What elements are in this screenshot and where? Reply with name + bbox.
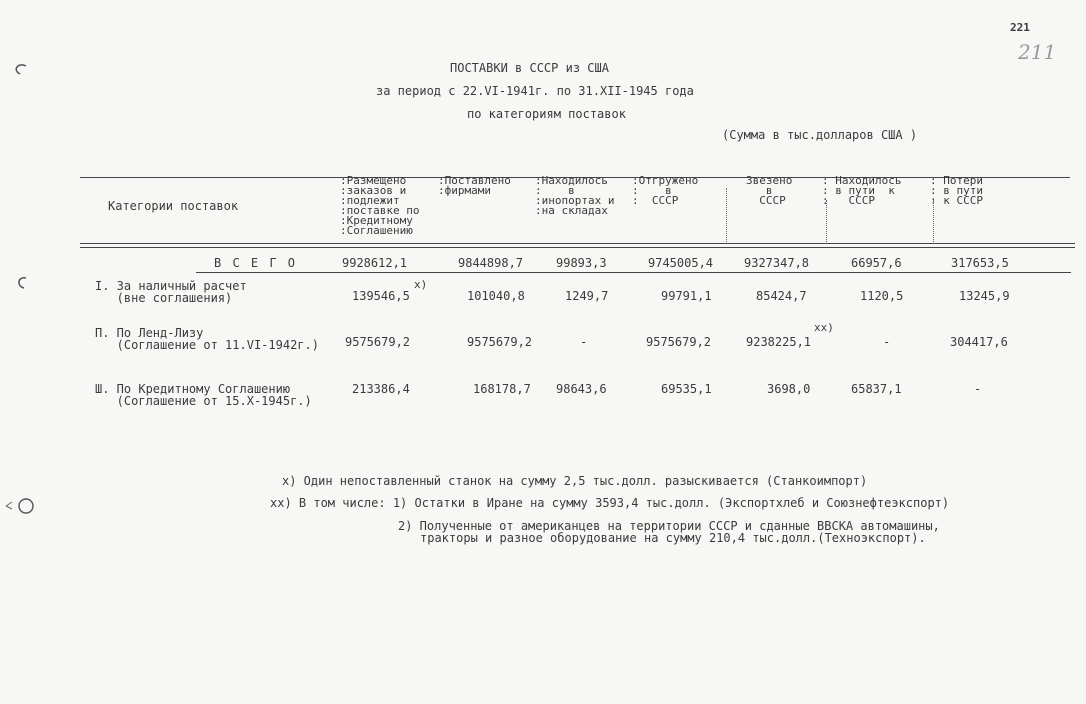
row-value-shipped: 9575679,2 [646, 335, 712, 349]
page-number: 221 [1010, 21, 1030, 34]
row-value-delivered: 168178,7 [473, 382, 531, 396]
total-value-in-transit: 66957,6 [851, 256, 902, 270]
row-value-imported: 9238225,1 [746, 335, 812, 349]
total-label: В С Е Г О [214, 256, 298, 270]
row-value-in-ports: 1249,7 [565, 289, 609, 303]
row-value-shipped: 99791,1 [661, 289, 712, 303]
row-value-shipped: 69535,1 [661, 382, 712, 396]
document-title: ПОСТАВКИ в СССР из США [450, 61, 609, 75]
row-value-ordered: 139546,5 [352, 289, 410, 303]
document-period: за период с 22.VI-1941г. по 31.ХII-1945 года [376, 84, 694, 98]
row-value-losses: 304417,6 [950, 335, 1008, 349]
column-separator [933, 200, 934, 242]
footnote-xx-1: xx) В том числе: 1) Остатки в Иране на сумму 3593,4 тыс.долл. (Экспортхлеб и Союзнефтеэкспорт) [270, 496, 950, 510]
row-value-ordered: 213386,4 [352, 382, 410, 396]
row-value-delivered: 9575679,2 [467, 335, 533, 349]
column-header-imported: Звезено в СССР [746, 174, 793, 207]
row-value-ordered: 9575679,2 [345, 335, 411, 349]
row-value-in-transit: 65837,1 [851, 382, 902, 396]
row-value-delivered: 101040,8 [467, 289, 525, 303]
total-row-underline [196, 272, 1071, 273]
total-value-imported: 9327347,8 [744, 256, 810, 270]
row-value-in-transit: 1120,5 [860, 289, 904, 303]
footnote-marker: xx) [814, 321, 834, 334]
total-value-losses: 317653,5 [951, 256, 1009, 270]
column-header-shipped: :Отгружено : в : СССР [632, 174, 699, 207]
row-value-in-transit: - [883, 335, 891, 349]
hole-punch-mark-top [8, 60, 32, 80]
row-value-imported: 85424,7 [756, 289, 807, 303]
row-value-in-ports: 98643,6 [556, 382, 607, 396]
units-note: (Сумма в тыс.долларов США ) [722, 128, 918, 142]
row-value-imported: 3698,0 [767, 382, 811, 396]
row-value-losses: 13245,9 [959, 289, 1010, 303]
row-label: I. За наличный расчет (вне соглашения) [95, 279, 247, 305]
footnote-xx-3: тракторы и разное оборудование на сумму 210,4 тыс.долл.(Техноэкспорт). [420, 531, 926, 545]
handwritten-page-number: 211 [1018, 40, 1057, 64]
column-header-in-transit: : Находилось : в пути к : СССР [822, 174, 902, 207]
row-label: П. По Ленд-Лизу (Соглашение от 11.VI-1942г.) [95, 326, 319, 352]
footnote-xx-2: 2) Полученные от американцев на территории СССР и сданные ВВСКА автомашины, [398, 519, 940, 533]
hole-punch-mark-bottom [4, 494, 38, 518]
footnote-marker: x) [414, 278, 428, 291]
column-header-in-foreign-ports: :Находилось : в :инопортах и :на складах [535, 174, 615, 217]
total-value-delivered: 9844898,7 [458, 256, 524, 270]
column-separator [826, 200, 827, 242]
total-value-in-ports: 99893,3 [556, 256, 607, 270]
row-header-label: Категории поставок [108, 199, 239, 213]
row-value-losses: - [974, 382, 982, 396]
column-header-ordered: :Размещено :заказов и :подлежит :поставке по :Кредитному :Соглашению [340, 174, 420, 237]
row-value-in-ports: - [580, 335, 588, 349]
row-label: Ш. По Кредитному Соглашению (Соглашение от 15.Х-1945г.) [95, 382, 312, 408]
column-separator [726, 188, 727, 242]
column-header-losses: : Потери : в пути : к СССР [930, 174, 983, 207]
total-value-ordered: 9928612,1 [342, 256, 408, 270]
hole-punch-mark-middle [10, 274, 34, 294]
total-value-shipped: 9745005,4 [648, 256, 714, 270]
table-header-rule [80, 243, 1075, 248]
column-header-delivered-by-firms: :Поставлено :фирмами [438, 174, 511, 197]
document-subtitle: по категориям поставок [467, 107, 626, 121]
footnote-x: x) Один непоставленный станок на сумму 2,5 тыс.долл. разыскивается (Станкоимпорт) [282, 474, 868, 488]
